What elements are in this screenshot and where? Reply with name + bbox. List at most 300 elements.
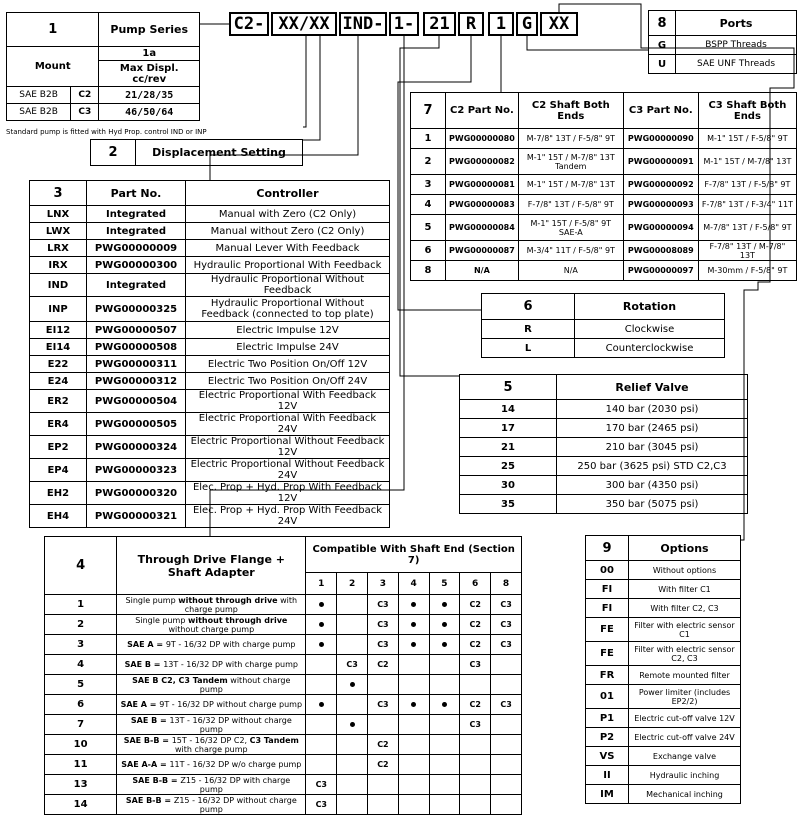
section3-header-part: Part No.: [87, 181, 186, 206]
row-c3-shaft: M-7/8" 13T / F-5/8" 9T: [698, 215, 796, 241]
compat-dot: [411, 702, 416, 707]
row-c2-shaft: N/A: [518, 261, 623, 281]
table-row: L Counterclockwise: [482, 339, 725, 358]
row-description: Remote mounted filter: [629, 666, 741, 685]
compat-cell: [398, 615, 429, 635]
compat-cell: [306, 775, 337, 795]
compat-cell: [491, 795, 522, 815]
row-code: EI12: [30, 322, 87, 339]
compat-dot: [411, 602, 416, 607]
row-code: EH2: [30, 482, 87, 505]
row-code: EI14: [30, 339, 87, 356]
row-part-number: PWG00000323: [87, 459, 186, 482]
compat-dot: [319, 642, 324, 647]
row-description-part: SAE B-B =: [132, 775, 181, 785]
row-description: [117, 755, 306, 775]
table-row: [45, 615, 522, 635]
compat-value: C3: [469, 720, 481, 729]
compat-value: C3: [377, 620, 389, 629]
row-controller: Electric Proportional Without Feedback 24V: [186, 459, 390, 482]
compat-value: C3: [500, 640, 512, 649]
row-description: 210 bar (3045 psi): [557, 438, 748, 457]
table1-num: 1: [7, 13, 99, 47]
compat-cell: [460, 655, 491, 675]
table-row: [45, 695, 522, 715]
compat-dot: [319, 602, 324, 607]
row-code: 30: [460, 476, 557, 495]
compat-cell: [368, 615, 399, 635]
code-segment-options: XX: [540, 12, 578, 36]
compat-value: C3: [315, 780, 327, 789]
compat-cell: [306, 795, 337, 815]
compat-column-header: 8: [491, 573, 522, 595]
table-row: [45, 635, 522, 655]
table-row: SAE B2B C3 46/50/64: [7, 104, 200, 121]
row-controller: Electric Two Position On/Off 12V: [186, 356, 390, 373]
table1-note: Standard pump is fitted with Hyd Prop. control IND or INP: [6, 128, 207, 136]
row-part-number: PWG00000312: [87, 373, 186, 390]
row-description-part: SAE B-B =: [125, 795, 174, 805]
row-code: LWX: [30, 223, 87, 240]
table-row: [45, 595, 522, 615]
row-description-part: without through drive: [187, 615, 288, 625]
code-segment-shaft: 1: [488, 12, 514, 36]
row-code: 01: [586, 685, 629, 709]
row-c2-shaft: M-7/8" 13T / F-5/8" 9T: [518, 129, 623, 149]
compat-cell: [491, 755, 522, 775]
row-code: FE: [586, 618, 629, 642]
section9-title: Options: [629, 536, 741, 561]
row-description-part: Single pump: [125, 595, 179, 605]
compat-value: C3: [346, 660, 358, 669]
row-description: Electric cut-off valve 12V: [629, 709, 741, 728]
table-row: [586, 785, 741, 804]
compat-cell: [460, 595, 491, 615]
compat-cell: [429, 595, 460, 615]
code-segment-displacement: XX/XX: [271, 12, 337, 36]
compat-cell: [337, 675, 368, 695]
compat-dot: [319, 622, 324, 627]
row-description: With filter C2, C3: [629, 599, 741, 618]
row-controller: Hydraulic Proportional With Feedback: [186, 257, 390, 274]
row-description: [117, 675, 306, 695]
compat-cell: [429, 615, 460, 635]
table-row: [586, 709, 741, 728]
row-code: 11: [45, 755, 117, 775]
row-c2-part: PWG00000081: [446, 175, 519, 195]
row-code: FI: [586, 599, 629, 618]
compat-cell: [491, 695, 522, 715]
row-description: [117, 635, 306, 655]
compat-value: C2: [469, 700, 481, 709]
table-row: [30, 390, 390, 413]
row-code: 5: [45, 675, 117, 695]
row-controller: Manual with Zero (C2 Only): [186, 206, 390, 223]
row-code: LRX: [30, 240, 87, 257]
section7-num: 7: [411, 93, 446, 129]
row-c2-part: PWG00000082: [446, 149, 519, 175]
table-options: [585, 535, 741, 804]
row-description-part: SAE B =: [124, 660, 164, 669]
table-row: [30, 459, 390, 482]
table-row: R Clockwise: [482, 320, 725, 339]
compat-value: C3: [500, 700, 512, 709]
compat-cell: [398, 655, 429, 675]
row-description: Without options: [629, 561, 741, 580]
row-code: 35: [460, 495, 557, 514]
compat-cell: [460, 735, 491, 755]
compat-dot: [442, 702, 447, 707]
row-code: LNX: [30, 206, 87, 223]
table-row: [30, 240, 390, 257]
row-code: ER4: [30, 413, 87, 436]
compat-column-header: 6: [460, 573, 491, 595]
compat-cell: [337, 735, 368, 755]
table-row: [30, 339, 390, 356]
section5-title: Relief Valve: [557, 375, 748, 400]
row-description: [117, 795, 306, 815]
table-row: [30, 223, 390, 240]
row-part-number: PWG00000325: [87, 297, 186, 322]
row-part-number: PWG00000300: [87, 257, 186, 274]
row-controller: Hydraulic Proportional Without Feedback (connected to top plate): [186, 297, 390, 322]
row-controller: Electric Proportional With Feedback 12V: [186, 390, 390, 413]
code-segment-rotation: R: [458, 12, 484, 36]
table-row: [460, 495, 748, 514]
compat-cell: [491, 655, 522, 675]
row-code: FI: [586, 580, 629, 599]
row-code: VS: [586, 747, 629, 766]
row-part-number: PWG00000504: [87, 390, 186, 413]
compat-cell: [368, 695, 399, 715]
table-row: [45, 755, 522, 775]
table-row: [411, 149, 797, 175]
compat-cell: [368, 655, 399, 675]
row-description-part: SAE B =: [130, 715, 170, 725]
table-row: [30, 505, 390, 528]
row-description-part: without charge pump: [199, 675, 291, 694]
compat-column-header: 2: [337, 573, 368, 595]
section9-num: 9: [586, 536, 629, 561]
section6-num: 6: [482, 294, 575, 320]
compat-cell: [429, 755, 460, 775]
code-segment-controller: IND-: [339, 12, 387, 36]
row-c2-part: PWG00000084: [446, 215, 519, 241]
compat-cell: [337, 595, 368, 615]
row-c3-shaft: M-30mm / F-5/8" 9T: [698, 261, 796, 281]
row-description: [117, 695, 306, 715]
compat-cell: [306, 695, 337, 715]
row-code: P1: [586, 709, 629, 728]
section2-label: Displacement Setting: [136, 140, 303, 166]
table-row: [45, 795, 522, 815]
table-row: [411, 175, 797, 195]
compat-cell: [368, 795, 399, 815]
row-c3-part: PWG00000093: [623, 195, 698, 215]
compat-cell: [368, 775, 399, 795]
row-code: 17: [460, 419, 557, 438]
row-code: 14: [45, 795, 117, 815]
row-c2-part: PWG00000080: [446, 129, 519, 149]
section4-title: Through Drive Flange + Shaft Adapter: [117, 537, 306, 595]
section7-header-c3shaft: C3 Shaft Both Ends: [698, 93, 796, 129]
table-row: [586, 766, 741, 785]
row-code: 3: [45, 635, 117, 655]
row-code: 3: [411, 175, 446, 195]
row-code: 4: [411, 195, 446, 215]
table-row: [30, 482, 390, 505]
row-description-part: SAE A =: [120, 700, 160, 709]
section7-header-c3part: C3 Part No.: [623, 93, 698, 129]
row-description: 250 bar (3625 psi) STD C2,C3: [557, 457, 748, 476]
code-segment-series: C2-: [229, 12, 269, 36]
row-controller: Electric Impulse 12V: [186, 322, 390, 339]
table-row: [586, 728, 741, 747]
row-description-part: Z15 - 16/32 DP without charge pump: [173, 795, 297, 814]
row-code: 00: [586, 561, 629, 580]
row-code: EH4: [30, 505, 87, 528]
row-part-number: PWG00000508: [87, 339, 186, 356]
row-description: [117, 615, 306, 635]
compat-cell: [491, 675, 522, 695]
table-row: [30, 322, 390, 339]
row-part-number: PWG00000321: [87, 505, 186, 528]
row-code: IRX: [30, 257, 87, 274]
row-controller: Manual Lever With Feedback: [186, 240, 390, 257]
row-description: 170 bar (2465 psi): [557, 419, 748, 438]
compat-cell: [460, 755, 491, 775]
row-description-part: SAE A =: [127, 640, 166, 649]
compat-cell: [398, 635, 429, 655]
row-code: ER2: [30, 390, 87, 413]
compat-cell: [337, 775, 368, 795]
section5-num: 5: [460, 375, 557, 400]
compat-cell: [337, 795, 368, 815]
row-code: 1: [45, 595, 117, 615]
compat-cell: [306, 615, 337, 635]
row-c3-part: PWG00000090: [623, 129, 698, 149]
row-part-number: Integrated: [87, 206, 186, 223]
row-description-part: 11T - 16/32 DP w/o charge pump: [169, 760, 302, 769]
row-code: 8: [411, 261, 446, 281]
row-code: II: [586, 766, 629, 785]
row-code: EP2: [30, 436, 87, 459]
row-controller: Electric Impulse 24V: [186, 339, 390, 356]
compat-value: C3: [315, 800, 327, 809]
compat-cell: [460, 615, 491, 635]
compat-cell: [429, 775, 460, 795]
row-c3-part: PWG00000097: [623, 261, 698, 281]
compat-column-header: 4: [398, 573, 429, 595]
table1-mount-header: Mount: [7, 47, 99, 87]
compat-dot: [442, 602, 447, 607]
compat-cell: [398, 775, 429, 795]
table-row: [586, 642, 741, 666]
row-c3-part: PWG00000091: [623, 149, 698, 175]
compat-cell: [398, 715, 429, 735]
compat-value: C3: [469, 660, 481, 669]
row-code: 2: [45, 615, 117, 635]
compat-value: C3: [377, 640, 389, 649]
row-code: 5: [411, 215, 446, 241]
table-row: [45, 735, 522, 755]
table-row: [30, 274, 390, 297]
compat-dot: [319, 702, 324, 707]
row-c3-part: PWG00000092: [623, 175, 698, 195]
row-c2-shaft: M-3/4" 11T / F-5/8" 9T: [518, 241, 623, 261]
table-row: [460, 457, 748, 476]
code-segment-through-drive: 1-: [389, 12, 419, 36]
row-description: [117, 775, 306, 795]
compat-cell: [306, 595, 337, 615]
table-row: [45, 775, 522, 795]
row-code: EP4: [30, 459, 87, 482]
code-segment-relief-valve: 21: [423, 12, 456, 36]
row-code: IND: [30, 274, 87, 297]
section7-header-c2part: C2 Part No.: [446, 93, 519, 129]
row-description-part: 15T - 16/32 DP C2,: [171, 735, 250, 745]
section3-header-controller: Controller: [186, 181, 390, 206]
row-description-part: 9T - 16/32 DP with charge pump: [165, 640, 296, 649]
row-c2-shaft: M-1" 15T / F-5/8" 9T SAE-A: [518, 215, 623, 241]
compat-value: C2: [469, 640, 481, 649]
row-c2-shaft: M-1" 15T / M-7/8" 13T: [518, 175, 623, 195]
compat-cell: [368, 595, 399, 615]
row-part-number: Integrated: [87, 274, 186, 297]
compat-column-header: 3: [368, 573, 399, 595]
row-description: [117, 715, 306, 735]
compat-cell: [368, 755, 399, 775]
compat-value: C2: [377, 760, 389, 769]
compat-cell: [491, 735, 522, 755]
row-description: [117, 735, 306, 755]
row-controller: Elec. Prop + Hyd. Prop With Feedback 24V: [186, 505, 390, 528]
row-code: 21: [460, 438, 557, 457]
table-row: [411, 195, 797, 215]
compat-cell: [398, 675, 429, 695]
row-code: 4: [45, 655, 117, 675]
row-part-number: PWG00000009: [87, 240, 186, 257]
row-description-part: with charge pump: [175, 744, 248, 754]
compat-value: C3: [500, 620, 512, 629]
row-description: With filter C1: [629, 580, 741, 599]
table-shaft-ends: [410, 92, 797, 281]
row-description: Filter with electric sensor C1: [629, 618, 741, 642]
table-row: [586, 580, 741, 599]
row-part-number: Integrated: [87, 223, 186, 240]
table-row: U SAE UNF Threads: [649, 55, 797, 74]
row-description: 300 bar (4350 psi): [557, 476, 748, 495]
table-row: [586, 685, 741, 709]
row-code: 6: [411, 241, 446, 261]
row-description-part: with charge pump: [184, 595, 298, 614]
compat-dot: [411, 642, 416, 647]
section-displacement-setting: [90, 139, 303, 166]
row-code: 10: [45, 735, 117, 755]
section3-num: 3: [30, 181, 87, 206]
compat-dot: [350, 682, 355, 687]
row-c2-part: PWG00000087: [446, 241, 519, 261]
row-description-part: 13T - 16/32 DP with charge pump: [163, 660, 298, 669]
row-description-part: Single pump: [135, 615, 188, 625]
row-code: 6: [45, 695, 117, 715]
table-row: [45, 675, 522, 695]
table-row: [30, 206, 390, 223]
row-c2-part: N/A: [446, 261, 519, 281]
compat-cell: [491, 615, 522, 635]
compat-cell: [491, 715, 522, 735]
compat-cell: [368, 735, 399, 755]
compat-cell: [306, 655, 337, 675]
compat-value: C2: [469, 620, 481, 629]
row-controller: Hydraulic Proportional Without Feedback: [186, 274, 390, 297]
row-part-number: PWG00000507: [87, 322, 186, 339]
row-code: INP: [30, 297, 87, 322]
compat-cell: [306, 715, 337, 735]
row-description: Hydraulic inching: [629, 766, 741, 785]
compat-cell: [429, 635, 460, 655]
table-row: [460, 400, 748, 419]
compat-cell: [429, 715, 460, 735]
row-c3-shaft: M-1" 15T / F-5/8" 9T: [698, 129, 796, 149]
row-code: FE: [586, 642, 629, 666]
row-code: IM: [586, 785, 629, 804]
compat-cell: [460, 795, 491, 815]
row-part-number: PWG00000320: [87, 482, 186, 505]
compat-cell: [460, 635, 491, 655]
compat-dot: [350, 722, 355, 727]
row-code: 1: [411, 129, 446, 149]
compat-cell: [491, 775, 522, 795]
table-row: [586, 561, 741, 580]
compat-value: C2: [377, 660, 389, 669]
row-code: 2: [411, 149, 446, 175]
compat-value: C2: [469, 600, 481, 609]
row-description: 140 bar (2030 psi): [557, 400, 748, 419]
compat-dot: [411, 622, 416, 627]
compat-cell: [368, 675, 399, 695]
table-row: [586, 747, 741, 766]
row-description: Filter with electric sensor C2, C3: [629, 642, 741, 666]
section4-num: 4: [45, 537, 117, 595]
row-code: 25: [460, 457, 557, 476]
row-part-number: PWG00000505: [87, 413, 186, 436]
section6-title: Rotation: [575, 294, 725, 320]
table1-pump-series: Pump Series: [99, 13, 200, 47]
section2-num: 2: [91, 140, 136, 166]
compat-cell: [337, 695, 368, 715]
row-code: 14: [460, 400, 557, 419]
compat-column-header: 5: [429, 573, 460, 595]
table-row: G BSPP Threads: [649, 36, 797, 55]
compat-cell: [429, 795, 460, 815]
compat-cell: [398, 595, 429, 615]
table-row: [30, 373, 390, 390]
compat-cell: [337, 655, 368, 675]
row-c3-shaft: M-1" 15T / M-7/8" 13T: [698, 149, 796, 175]
row-controller: Manual without Zero (C2 Only): [186, 223, 390, 240]
compat-cell: [491, 635, 522, 655]
compat-cell: [460, 695, 491, 715]
row-code: FR: [586, 666, 629, 685]
table1-sub: 1a: [99, 47, 200, 61]
row-description-part: 9T - 16/32 DP without charge pump: [159, 700, 303, 709]
table-row: [45, 715, 522, 735]
compat-value: C3: [377, 700, 389, 709]
row-description: [117, 595, 306, 615]
row-description-part: C3 Tandem: [249, 735, 299, 745]
table-row: [30, 257, 390, 274]
